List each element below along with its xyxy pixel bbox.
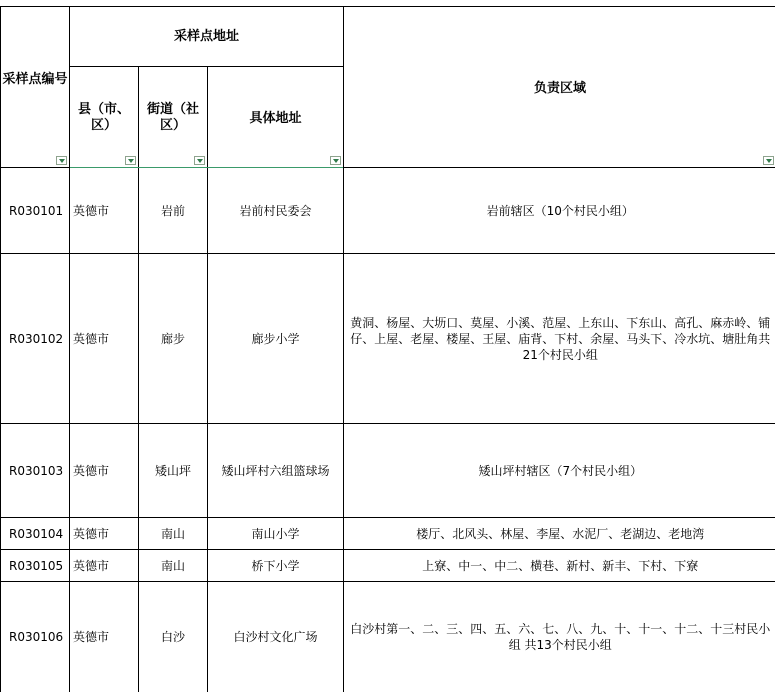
header-street [139,67,208,168]
cell-street[interactable]: 南山 [139,518,208,550]
cell-county[interactable]: 英德市 [70,550,139,582]
cell-county[interactable]: 英德市 [70,168,139,254]
table-row[interactable] [1,168,775,254]
cell-area[interactable]: 上寮、中一、中二、横巷、新村、新丰、下村、下寮 [344,550,775,582]
header-specific-address [208,67,344,168]
cell-street[interactable]: 白沙 [139,582,208,692]
cell-street[interactable]: 廊步 [139,254,208,424]
table-row[interactable] [1,424,775,518]
cell-sample-id[interactable]: R030105 [1,550,70,582]
cell-area[interactable]: 楼厅、北风头、林屋、李屋、水泥厂、老湖边、老地湾 [344,518,775,550]
cell-address[interactable]: 南山小学 [208,518,344,550]
cell-area[interactable]: 矮山坪村辖区（7个村民小组） [344,424,775,518]
header-sample-address-label: 采样点地址 [73,29,340,45]
header-county-label: 县（市、区） [70,102,138,134]
header-county [70,67,139,168]
header-responsible-area [344,7,775,168]
cell-sample-id[interactable]: R030106 [1,582,70,692]
table-row[interactable] [1,582,775,692]
cell-address[interactable]: 桥下小学 [208,550,344,582]
cell-county[interactable]: 英德市 [70,424,139,518]
table-row[interactable] [1,254,775,424]
cell-street[interactable]: 矮山坪 [139,424,208,518]
header-sample-address [70,7,344,67]
cell-sample-id[interactable]: R030102 [1,254,70,424]
filter-dropdown-icon[interactable] [194,156,205,165]
cell-area[interactable]: 岩前辖区（10个村民小组） [344,168,775,254]
cell-address[interactable]: 矮山坪村六组篮球场 [208,424,344,518]
filter-dropdown-icon[interactable] [763,156,774,165]
header-sample-id-label: 采样点编号 [1,72,69,88]
header-responsible-area-label: 负责区域 [344,81,775,97]
cell-county[interactable]: 英德市 [70,582,139,692]
table-row[interactable] [1,518,775,550]
filter-dropdown-icon[interactable] [56,156,67,165]
filter-dropdown-icon[interactable] [330,156,341,165]
cell-sample-id[interactable]: R030101 [1,168,70,254]
cell-sample-id[interactable]: R030104 [1,518,70,550]
filter-dropdown-icon[interactable] [125,156,136,165]
header-street-label: 街道（社区） [139,102,207,134]
sampling-table [0,6,775,692]
cell-street[interactable]: 岩前 [139,168,208,254]
header-specific-address-label: 具体地址 [208,111,343,127]
table-row[interactable] [1,550,775,582]
cell-sample-id[interactable]: R030103 [1,424,70,518]
cell-address[interactable]: 白沙村文化广场 [208,582,344,692]
cell-address[interactable]: 廊步小学 [208,254,344,424]
header-sample-id [1,7,70,168]
cell-county[interactable]: 英德市 [70,518,139,550]
cell-address[interactable]: 岩前村民委会 [208,168,344,254]
cell-area[interactable]: 黄洞、杨屋、大坜口、莫屋、小溪、范屋、上东山、下东山、高孔、麻赤岭、铺仔、上屋、老屋、楼屋、王屋、庙背、下村、余屋、马头下、冷水坑、塘肚角共21个村民小组 [344,254,775,424]
cell-street[interactable]: 南山 [139,550,208,582]
cell-county[interactable]: 英德市 [70,254,139,424]
cell-area[interactable]: 白沙村第一、二、三、四、五、六、七、八、九、十、十一、十二、十三村民小组 共13个村民小组 [344,582,775,692]
